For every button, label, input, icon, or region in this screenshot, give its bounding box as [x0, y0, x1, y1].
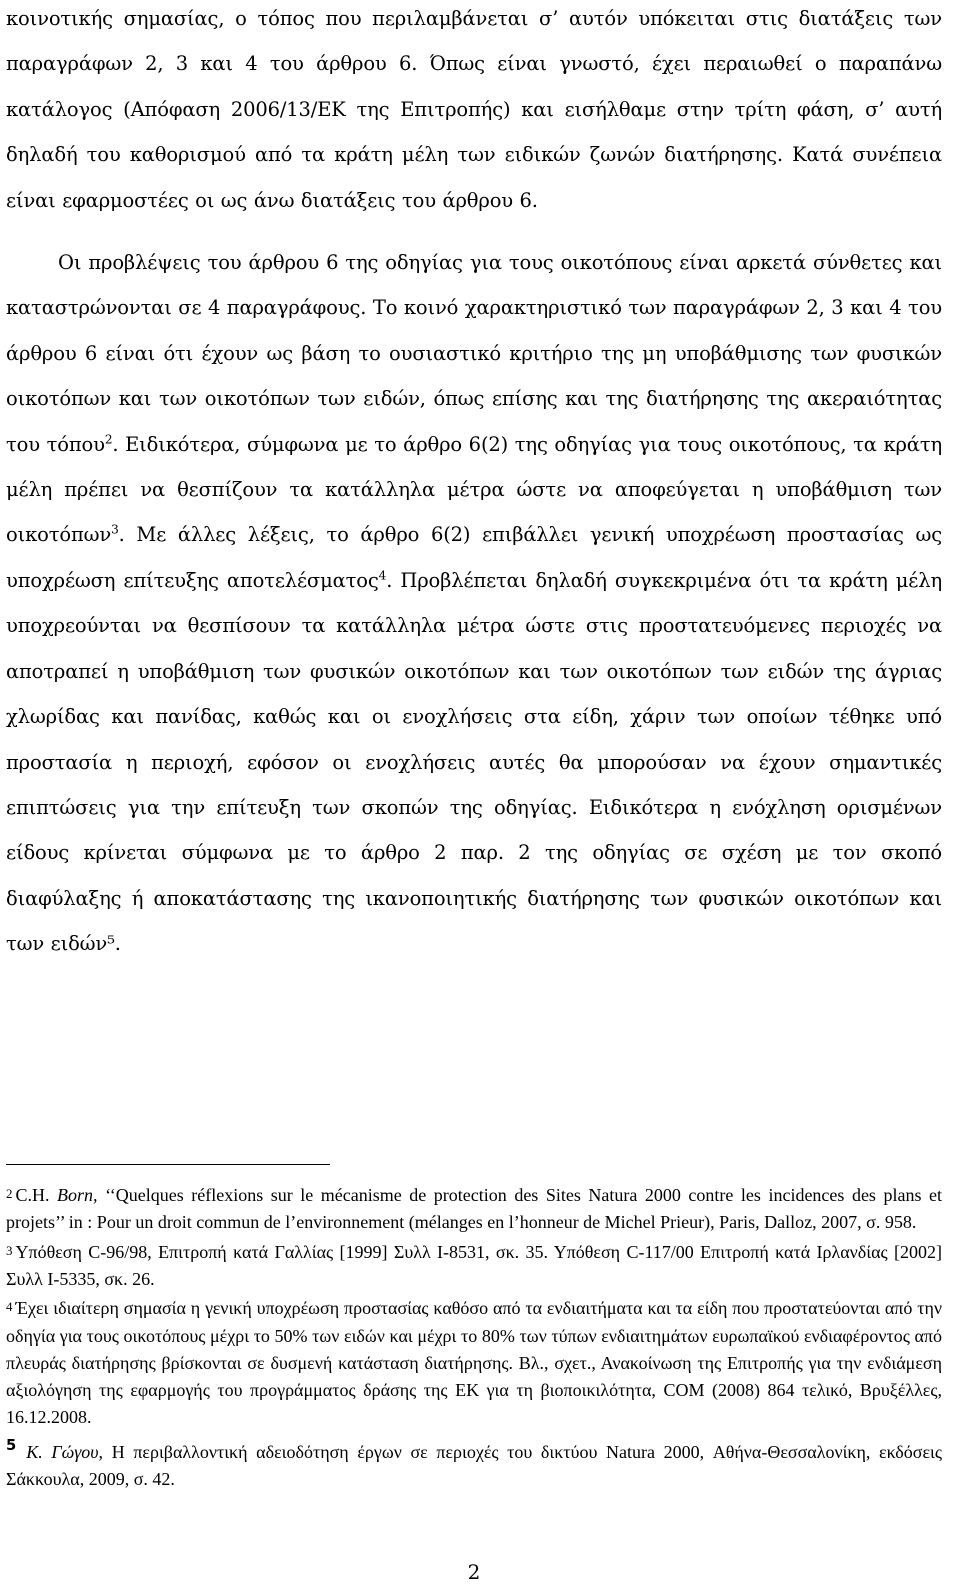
- footnote-author: Κ. Γώγου,: [26, 1441, 104, 1462]
- footnote-3: [6, 1237, 942, 1294]
- paragraph-text: . Προβλέπεται δηλαδή συγκεκριμένα ότι τα κράτη μέλη υποχρεούνται να θεσπίσουν τα κατάλληλα μέτρα ώστε στις προστατευόμενες περιοχές να αποτραπεί η υποβάθμιση των φυσικών οικοτόπων και των οικοτόπων των ειδών της άγριας χλωρίδας και πανίδας, καθώς και οι ενοχλήσεις στα είδη, χάριν των οποίων τέθηκε υπό προστασία η περιοχή, εφόσον οι ενοχλήσεις αυτές θα μπορούσαν να έχουν σημαντικές επιπτώσεις για την επίτευξη των σκοπών της οδηγίας. Ειδικότερα η ενόχληση ορισμένων είδους κρίνεται σύμφωνα με το άρθρο 2 παρ. 2 της οδηγίας σε σχέση με τον σκοπό διαφύλαξης ή αποκατάστασης της ικανοποιητικής διατήρησης των φυσικών οικοτόπων και των ειδών⁵.: [6, 568, 942, 956]
- paragraph-text: . Ειδικότερα, σύμφωνα με το άρθρο 6(2) της οδηγίας για τους οικοτόπους, τα κράτη μέλη πρέπει να θεσπίζουν τα κατάλληλα μέτρα ώστε να αποφεύγεται η υποβάθμιση των οικοτόπων: [6, 432, 942, 547]
- body-paragraph-2: [6, 240, 942, 967]
- footnote-text: Υπόθεση C-96/98, Επιτροπή κατά Γαλλίας [1999] Συλλ Ι-8531, σκ. 35. Υπόθεση C-117/00 Επιτροπή κατά Ιρλανδίας [2002] Συλλ Ι-5335, σκ. 26.: [6, 1241, 942, 1290]
- footnote-2: [6, 1180, 942, 1237]
- footnote-4: [6, 1293, 942, 1431]
- footnote-author: Born,: [57, 1185, 98, 1206]
- footnote-number: 3: [6, 1242, 13, 1258]
- footnote-number: 2: [6, 1186, 13, 1201]
- footnote-text: Η περιβαλλοντική αδειοδότηση έργων σε περιοχές του δικτύου Natura 2000, Αθήνα-Θεσσαλονίκη, εκδόσεις Σάκκουλα, 2009, σ. 42.: [6, 1441, 942, 1489]
- paragraph-text: Οι προβλέψεις του άρθρου 6 της οδηγίας για τους οικοτόπους είναι αρκετά σύνθετες και καταστρώνονται σε 4 παραγράφους. Το κοινό χαρακτηριστικό των παραγράφων 2, 3 και 4 του άρθρου 6 είναι ότι έχουν ως βάση το ουσιαστικό κριτήριο της μη υποβάθμισης των φυσικών οικοτόπων και των οικοτόπων των ειδών, όπως επίσης και της διατήρησης της ακεραιότητας του τόπου: [6, 251, 942, 456]
- page-number: 2: [467, 1560, 481, 1584]
- footnotes: [6, 1180, 942, 1493]
- document-page: [6, 0, 942, 1489]
- paragraph-text: κοινοτικής σημασίας, ο τόπος που περιλαμβάνεται σ’ αυτόν υπόκειται στις διατάξεις των παραγράφων 2, 3 και 4 του άρθρου 6. Όπως είναι γνωστό, έχει περαιωθεί ο παραπάνω κατάλογος (Απόφαση 2006/13/ΕΚ της Επιτροπής) και εισήλθαμε στην τρίτη φάση, σ’ αυτή δηλαδή του καθορισμού από τα κράτη μέλη των ειδικών ζωνών διατήρησης. Κατά συνέπεια είναι εφαρμοστέες οι ως άνω διατάξεις του άρθρου 6.: [6, 7, 942, 212]
- footnote-ref-3: 3: [111, 522, 119, 537]
- footnote-text: Έχει ιδιαίτερη σημασία η γενική υποχρέωση προστασίας καθόσο από τα ενδιαιτήματα και τα είδη που προστατεύονται από την οδηγία για τους οικοτόπους μέχρι το 50% των ειδών και μέχρι το 80% των τύπων ενδιαιτημάτων ευρωπαϊκού ενδιαφέροντος από πλευράς διατήρησης βρίσκονται σε δυσμενή κατάσταση διατήρησης. Βλ., σχετ., Ανακοίνωση της Επιτροπής για την ενδιάμεση αξιολόγηση της εφαρμογής του προγράμματος δράσης της ΕΚ για τη βιοποικιλότητα, COM (2008) 864 τελικό, Βρυξέλλες, 16.12.2008.: [6, 1298, 942, 1428]
- footnote-number: 4: [6, 1299, 13, 1315]
- footnote-text: C.H.: [15, 1185, 58, 1206]
- footnote-separator: [6, 1164, 330, 1165]
- footnote-text: ‘‘Quelques réflexions sur le mécanisme de protection des Sites Natura 2000 contre les incidences des plans et projets’’ in : Pour un droit commun de l’environnement (mélanges en l’honneur de Michel Prieur), Paris, Dalloz, 2007, σ. 958.: [6, 1185, 942, 1233]
- paragraph-text: . Με άλλες λέξεις, το άρθρο 6(2) επιβάλλει γενική υποχρέωση προστασίας ως υποχρέωση επίτευξης αποτελέσματος: [6, 523, 942, 592]
- footnote-ref-4: 4: [378, 568, 387, 583]
- footnote-5: [6, 1432, 942, 1494]
- body-paragraph-1: [6, 0, 942, 223]
- footnote-ref-2: 2: [104, 432, 113, 447]
- footnote-number: 5: [6, 1436, 17, 1454]
